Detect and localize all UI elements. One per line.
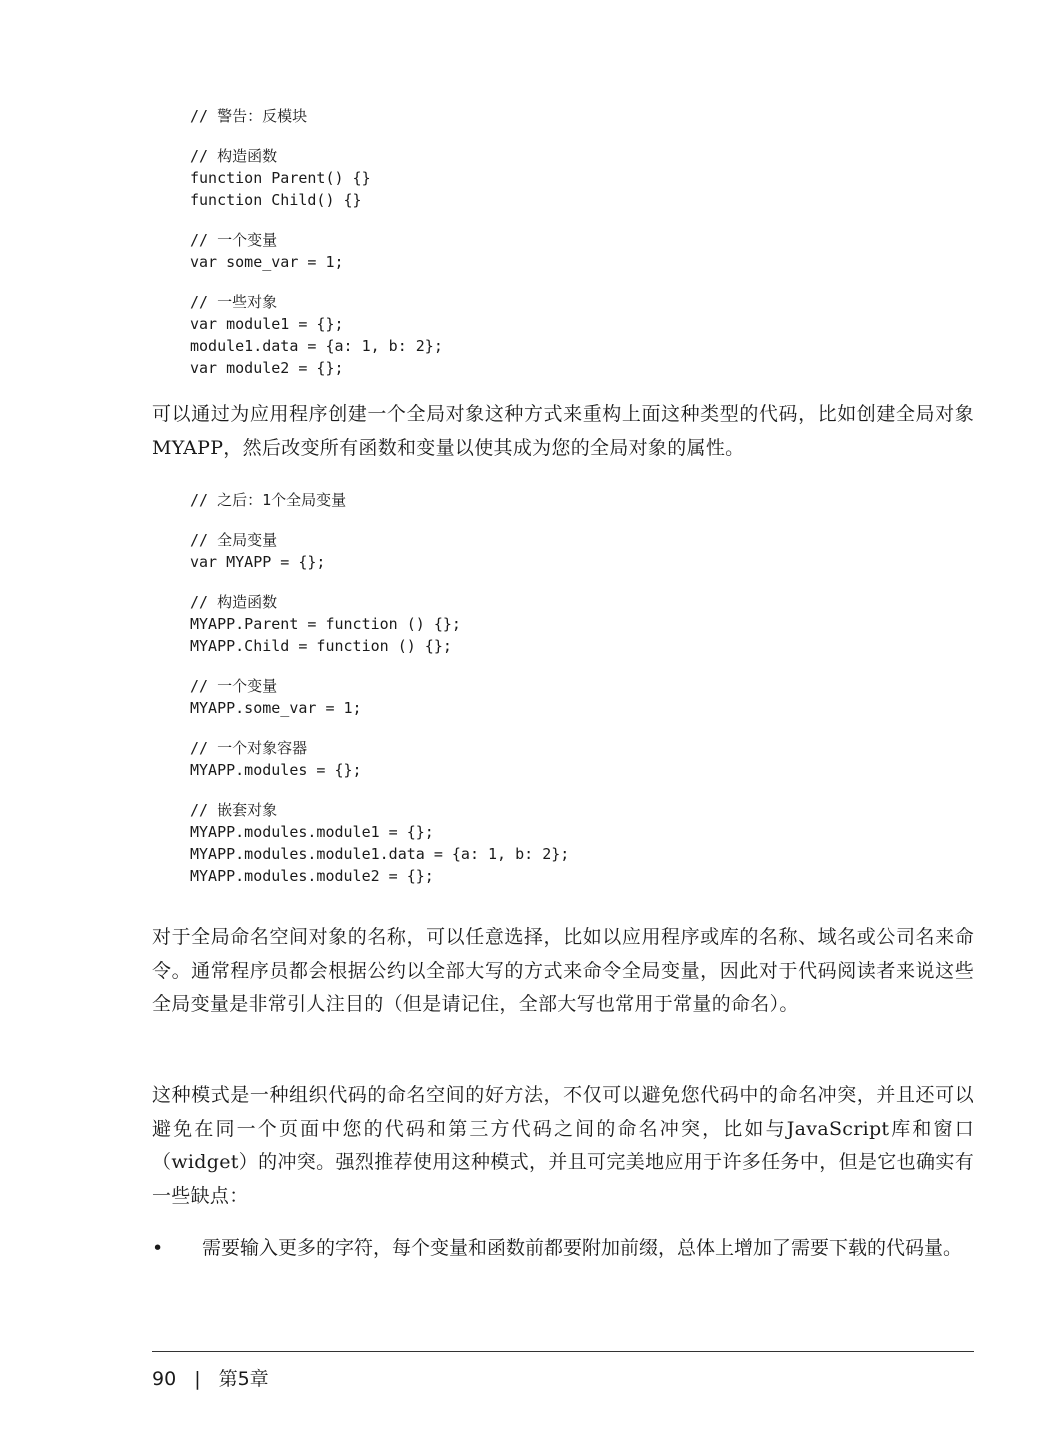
code-line: var module1 = {};: [190, 315, 344, 333]
code-block-after: [190, 489, 569, 905]
page-number: 90: [152, 1368, 177, 1390]
paragraph-pattern: 这种模式是一种组织代码的命名空间的好方法，不仅可以避免您代码中的命名冲突，并且还可以避免在同一个页面中您的代码和第三方代码之间的命名冲突，比如与JavaScript库和窗口（widget）的冲突。强烈推荐使用这种模式，并且可完美地应用于许多任务中，但是它也确实有一些缺点：: [152, 1084, 974, 1207]
code-group: [190, 105, 443, 127]
code-block-before: [190, 105, 443, 397]
bullet-text: 需要输入更多的字符，每个变量和函数前都要附加前缀，总体上增加了需要下载的代码量。: [202, 1237, 963, 1259]
code-comment: // 构造函数: [190, 147, 278, 165]
code-group: [190, 591, 569, 657]
code-line: function Child() {}: [190, 191, 362, 209]
code-comment: // 之后：1个全局变量: [190, 491, 347, 509]
code-line: MYAPP.modules = {};: [190, 761, 362, 779]
code-group: [190, 737, 569, 781]
code-group: [190, 291, 443, 379]
code-comment: // 一个对象容器: [190, 739, 308, 757]
footer-divider: [152, 1351, 974, 1352]
code-comment: // 嵌套对象: [190, 801, 278, 819]
code-line: MYAPP.modules.module1.data = {a: 1, b: 2};: [190, 845, 570, 863]
page-footer: [152, 1364, 269, 1391]
bullet-mark: •: [152, 1237, 164, 1259]
code-group: [190, 529, 569, 573]
paragraph-refactor: 可以通过为应用程序创建一个全局对象这种方式来重构上面这种类型的代码，比如创建全局对象MYAPP，然后改变所有函数和变量以使其成为您的全局对象的属性。: [152, 403, 974, 459]
paragraph-naming: 对于全局命名空间对象的名称，可以任意选择，比如以应用程序或库的名称、域名或公司名来命令。通常程序员都会根据公约以全部大写的方式来命令全局变量，因此对于代码阅读者来说这些全局变量是非常引人注目的（但是请记住，全部大写也常用于常量的命名）。: [152, 926, 974, 1015]
code-line: MYAPP.modules.module2 = {};: [190, 867, 434, 885]
code-comment: // 构造函数: [190, 593, 278, 611]
code-group: [190, 675, 569, 719]
code-group: [190, 489, 569, 511]
code-line: MYAPP.Child = function () {};: [190, 637, 452, 655]
code-comment: // 一个变量: [190, 677, 278, 695]
bullet-item: [152, 1232, 974, 1266]
code-group: [190, 229, 443, 273]
code-line: var MYAPP = {};: [190, 553, 326, 571]
footer-separator: |: [194, 1368, 201, 1390]
code-line: MYAPP.modules.module1 = {};: [190, 823, 434, 841]
code-group: [190, 145, 443, 211]
code-line: MYAPP.Parent = function () {};: [190, 615, 461, 633]
code-line: var some_var = 1;: [190, 253, 344, 271]
code-line: var module2 = {};: [190, 359, 344, 377]
code-group: [190, 799, 569, 887]
code-line: MYAPP.some_var = 1;: [190, 699, 362, 717]
code-comment: // 一个变量: [190, 231, 278, 249]
code-comment: // 一些对象: [190, 293, 278, 311]
code-comment: // 全局变量: [190, 531, 278, 549]
chapter-label: 第5章: [218, 1368, 269, 1390]
code-comment: // 警告：反模块: [190, 107, 308, 125]
code-line: function Parent() {}: [190, 169, 371, 187]
code-line: module1.data = {a: 1, b: 2};: [190, 337, 443, 355]
